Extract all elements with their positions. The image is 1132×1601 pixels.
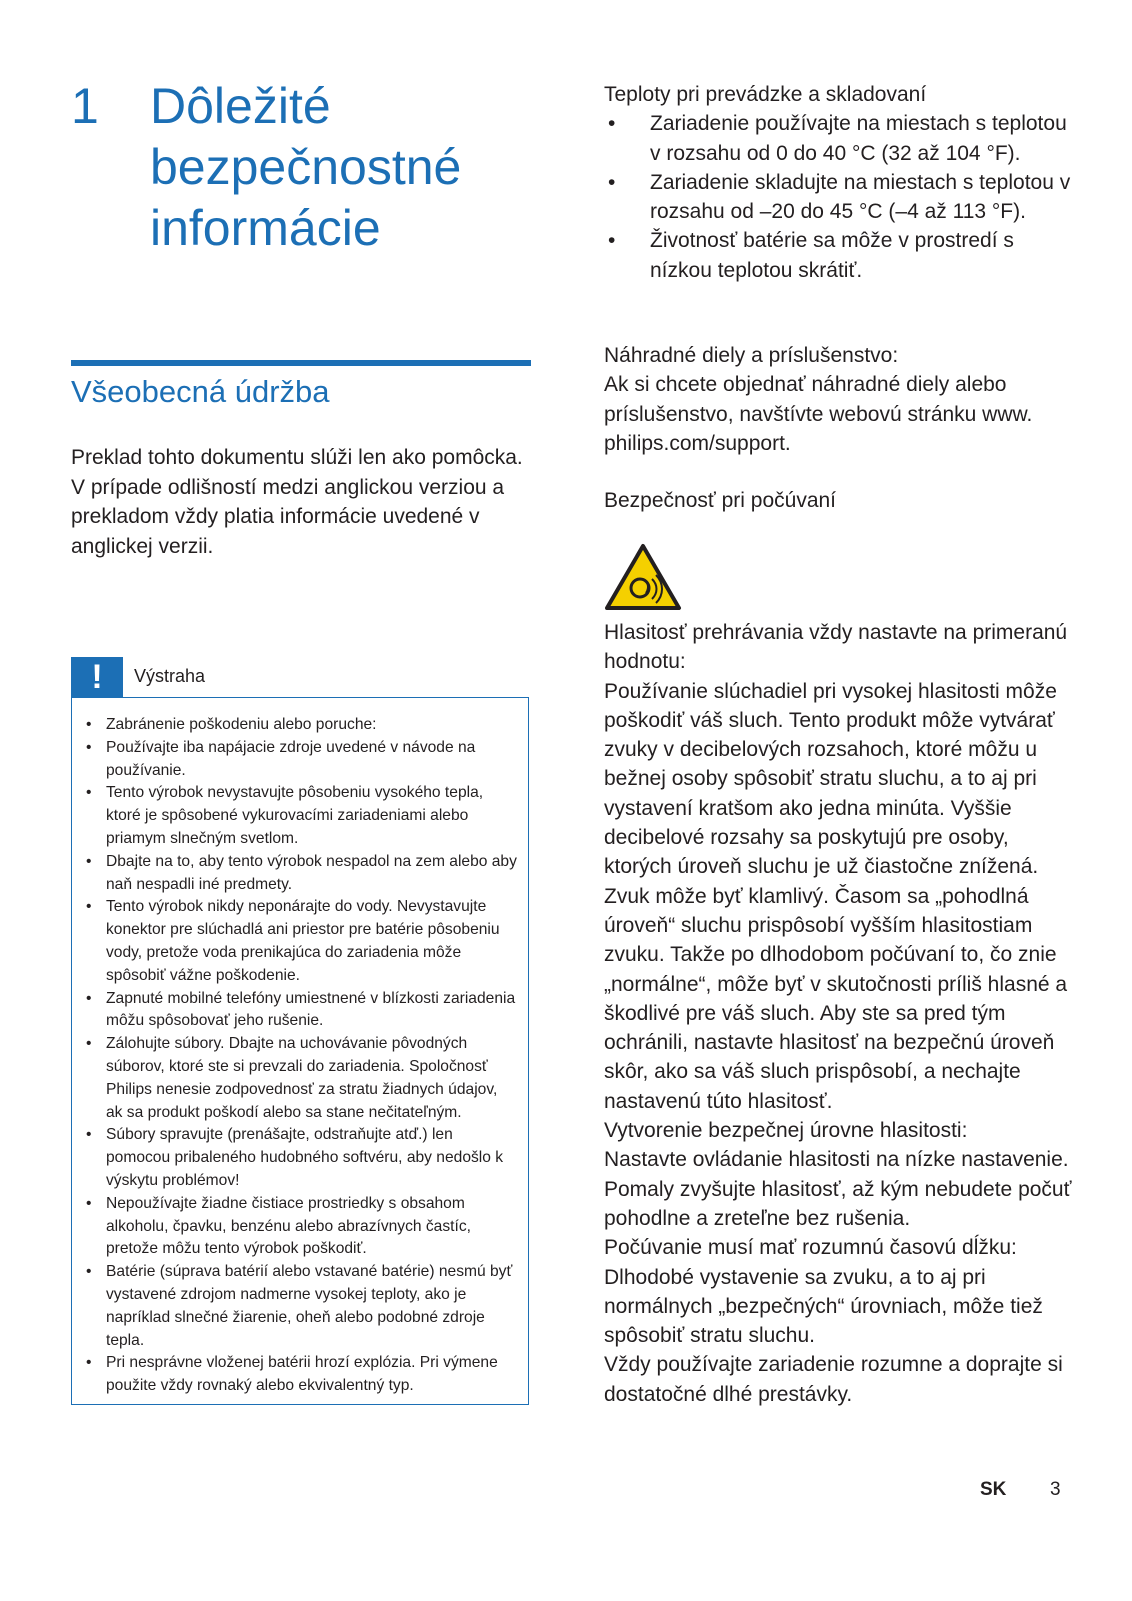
warning-item: • Dbajte na to, aby tento výrobok nespadol na zem alebo aby naň nespadli iné predmety.	[82, 851, 518, 897]
page-number: 3	[1050, 1479, 1061, 1500]
section-divider	[71, 360, 531, 366]
warning-content	[71, 697, 529, 1405]
section-title: Všeobecná údržba	[71, 374, 330, 409]
listening-section	[604, 618, 1074, 1409]
temperature-section	[604, 80, 1074, 285]
language-code: SK	[980, 1479, 1007, 1500]
temperature-heading: Teploty pri prevádzke a skladovaní	[604, 83, 927, 106]
page-footer	[980, 1478, 1061, 1502]
warning-item: • Tento výrobok nikdy neponárajte do vody. Nevystavujte konektor pre slúchadlá ani priestor pre batérie pôsobeniu vody, pretože voda prenikajúca do zariadenia môže spôsobiť vážne poškodenie.	[82, 896, 518, 987]
warning-item: • Batérie (súprava batérií alebo vstavané batérie) nesmú byť vystavené zdrojom nadmerne vysokej teploty, ako je napríklad slnečné žiarenie, oheň alebo podobné zdroje tepla.	[82, 1261, 518, 1352]
listening-paragraph: Dlhodobé vystavenie sa zvuku, a to aj pri normálnych „bezpečných“ úrovniach, môže tiež spôsobiť stratu sluchu.	[604, 1265, 1043, 1348]
listening-paragraph: Počúvanie musí mať rozumnú časovú dĺžku:	[604, 1236, 1017, 1260]
temperature-list	[604, 109, 1074, 285]
parts-text: Ak si chcete objednať náhradné diely alebo príslušenstvo, navštívte webovú stránku www. philips.com/support.	[604, 373, 1033, 455]
warning-title: Výstraha	[134, 666, 206, 686]
temperature-item: • Zariadenie skladujte na miestach s teplotou v rozsahu od –20 do 45 °C (–4 až 113 °F).	[604, 168, 1074, 227]
temperature-item: • Zariadenie používajte na miestach s teplotou v rozsahu od 0 do 40 °C (32 až 104 °F).	[604, 109, 1074, 168]
listening-subheading: Hlasitosť prehrávania vždy nastavte na primeranú hodnotu:	[604, 621, 1068, 674]
listening-paragraph: Nastavte ovládanie hlasitosti na nízke nastavenie.	[604, 1148, 1069, 1172]
parts-heading: Náhradné diely a príslušenstvo:	[604, 344, 899, 367]
warning-item: • Používajte iba napájacie zdroje uvedené v návode na používanie.	[82, 737, 518, 783]
listening-paragraph: Vždy používajte zariadenie rozumne a doprajte si dostatočné dlhé prestávky.	[604, 1353, 1063, 1406]
warning-item: • Zálohujte súbory. Dbajte na uchovávanie pôvodných súborov, ktoré ste si prevzali do zariadenia. Spoločnosť Philips nenesie zodpovednosť za stratu žiadnych údajov, ak sa produkt poškodí alebo sa stane nečitateľným.	[82, 1033, 518, 1124]
intro-text	[71, 443, 531, 561]
warning-list	[82, 714, 518, 1398]
exclamation-icon: !	[71, 657, 123, 697]
warning-item: • Zapnuté mobilné telefóny umiestnené v blízkosti zariadenia môžu spôsobovať jeho rušenie.	[82, 988, 518, 1034]
chapter-title: Dôležité bezpečnostné informácie	[150, 78, 462, 256]
warning-item: • Tento výrobok nevystavujte pôsobeniu vysokého tepla, ktoré je spôsobené vykurovacími zariadeniami alebo priamym slnečným svetlom.	[82, 782, 518, 850]
listening-paragraph: Pomaly zvyšujte hlasitosť, až kým nebudete počuť pohodlne a zreteľne bez rušenia.	[604, 1177, 1072, 1230]
parts-section	[604, 341, 1074, 458]
hearing-hazard-icon	[604, 543, 682, 611]
listening-paragraph: Zvuk môže byť klamlivý. Časom sa „pohodlná úroveň“ sluchu prispôsobí vyšším hlasitostiam zvuku. Takže po dlhodobom počúvaní to, čo znie „normálne“, môže byť v skutočnosti príliš hlasné a škodlivé pre váš sluch. Aby ste sa pred tým ochránili, nastavte hlasitosť na bezpečnú úroveň skôr, ako sa váš sluch prispôsobí, a nechajte nastavenú túto hlasitosť.	[604, 884, 1068, 1113]
temperature-item: • Životnosť batérie sa môže v prostredí s nízkou teplotou skrátiť.	[604, 226, 1074, 285]
listening-paragraph: Používanie slúchadiel pri vysokej hlasitosti môže poškodiť váš sluch. Tento produkt môže vytvárať zvuky v decibelových rozsahoch, ktoré môžu u bežnej osoby spôsobiť stratu sluchu, a to aj pri vystavení kratšom ako jedna minúta. Vyššie decibelové rozsahy sa poskytujú pre osoby, ktorých úroveň sluchu je už čiastočne znížená.	[604, 679, 1057, 879]
warning-item: • Nepoužívajte žiadne čistiace prostriedky s obsahom alkoholu, čpavku, benzénu alebo abrazívnych častíc, pretože môžu tento výrobok poškodiť.	[82, 1193, 518, 1261]
listening-heading: Bezpečnosť pri počúvaní	[604, 489, 837, 512]
warning-item: • Zabránenie poškodeniu alebo poruche:	[82, 714, 518, 737]
warning-item: • Súbory spravujte (prenášajte, odstraňujte atď.) len pomocou pribaleného hudobného softvéru, aby nedošlo k výskytu problémov!	[82, 1124, 518, 1192]
listening-paragraph: Vytvorenie bezpečnej úrovne hlasitosti:	[604, 1119, 968, 1143]
intro-paragraph: V prípade odlišností medzi anglickou verziou a prekladom vždy platia informácie uvedené v anglickej verzii.	[71, 475, 505, 558]
intro-paragraph: Preklad tohto dokumentu slúži len ako pomôcka.	[71, 446, 523, 469]
warning-item: • Pri nesprávne vloženej batérii hrozí explózia. Pri výmene použite vždy rovnaký alebo ekvivalentný typ.	[82, 1352, 518, 1398]
chapter-number: 1	[71, 78, 99, 134]
